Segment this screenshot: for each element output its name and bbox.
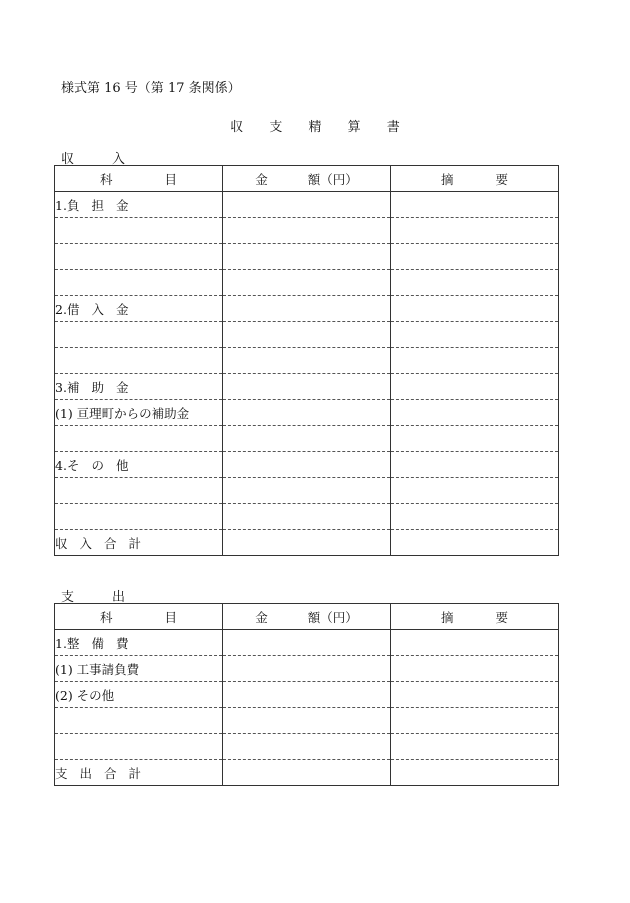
remarks-cell [391,374,559,400]
subject-cell: 1.負 担 金 [55,192,223,218]
amount-header: 金 額（円） [223,604,391,630]
amount-cell [223,452,391,478]
remarks-header: 摘 要 [391,166,559,192]
subject-cell [55,478,223,504]
table-row [55,296,559,322]
subject-cell [55,348,223,374]
table-row [55,348,559,374]
table-row [55,630,559,656]
remarks-cell [391,708,559,734]
amount-cell [223,244,391,270]
amount-cell [223,630,391,656]
remarks-cell [391,296,559,322]
subject-cell [55,734,223,760]
amount-cell [223,426,391,452]
title-char: 算 [347,120,361,135]
table-row [55,656,559,682]
remarks-cell [391,760,559,786]
amount-cell [223,348,391,374]
remarks-cell [391,504,559,530]
table-row [55,322,559,348]
subject-cell [55,270,223,296]
table-row [55,374,559,400]
table-row [55,452,559,478]
expense-section-label: 支 出 [61,590,126,605]
amount-cell [223,192,391,218]
table-row [55,708,559,734]
amount-cell [223,708,391,734]
amount-cell [223,530,391,556]
subject-cell: 1.整 備 費 [55,630,223,656]
remarks-cell [391,270,559,296]
remarks-cell [391,322,559,348]
amount-cell [223,682,391,708]
amount-cell [223,734,391,760]
remarks-cell [391,218,559,244]
remarks-cell [391,530,559,556]
subject-cell [55,426,223,452]
remarks-cell [391,244,559,270]
remarks-cell [391,400,559,426]
table-row [55,270,559,296]
amount-cell [223,270,391,296]
remarks-cell [391,348,559,374]
document-title [0,116,630,135]
table-row [55,192,559,218]
table-row [55,504,559,530]
subject-cell [55,708,223,734]
subject-header: 科 目 [55,166,223,192]
remarks-cell [391,656,559,682]
subject-cell: (1) 工事請負費 [55,656,223,682]
expense-table [54,603,559,786]
remarks-cell [391,478,559,504]
table-header-row [55,166,559,192]
amount-cell [223,374,391,400]
subject-header: 科 目 [55,604,223,630]
title-char: 収 [230,120,244,135]
remarks-header: 摘 要 [391,604,559,630]
subject-cell [55,504,223,530]
total-row [55,760,559,786]
amount-cell [223,218,391,244]
table-header-row [55,604,559,630]
form-number: 様式第 16 号（第 17 条関係） [61,81,241,96]
table-row [55,244,559,270]
amount-header: 金 額（円） [223,166,391,192]
amount-cell [223,656,391,682]
subject-cell: 3.補 助 金 [55,374,223,400]
subject-cell: (2) その他 [55,682,223,708]
table-row [55,478,559,504]
table-row [55,218,559,244]
amount-cell [223,504,391,530]
remarks-cell [391,426,559,452]
total-label: 収 入 合 計 [55,530,223,556]
remarks-cell [391,192,559,218]
amount-cell [223,400,391,426]
amount-cell [223,478,391,504]
remarks-cell [391,630,559,656]
total-label: 支 出 合 計 [55,760,223,786]
income-section-label: 収 入 [61,152,126,167]
total-row [55,530,559,556]
subject-cell [55,322,223,348]
table-row [55,682,559,708]
remarks-cell [391,452,559,478]
remarks-cell [391,734,559,760]
income-table [54,165,559,556]
subject-cell: (1) 亘理町からの補助金 [55,400,223,426]
amount-cell [223,322,391,348]
subject-cell: 2.借 入 金 [55,296,223,322]
subject-cell: 4.そ の 他 [55,452,223,478]
table-row [55,426,559,452]
subject-cell [55,244,223,270]
title-char: 書 [386,120,400,135]
amount-cell [223,760,391,786]
amount-cell [223,296,391,322]
title-char: 支 [269,120,283,135]
table-row [55,734,559,760]
remarks-cell [391,682,559,708]
table-row [55,400,559,426]
title-char: 精 [308,120,322,135]
subject-cell [55,218,223,244]
